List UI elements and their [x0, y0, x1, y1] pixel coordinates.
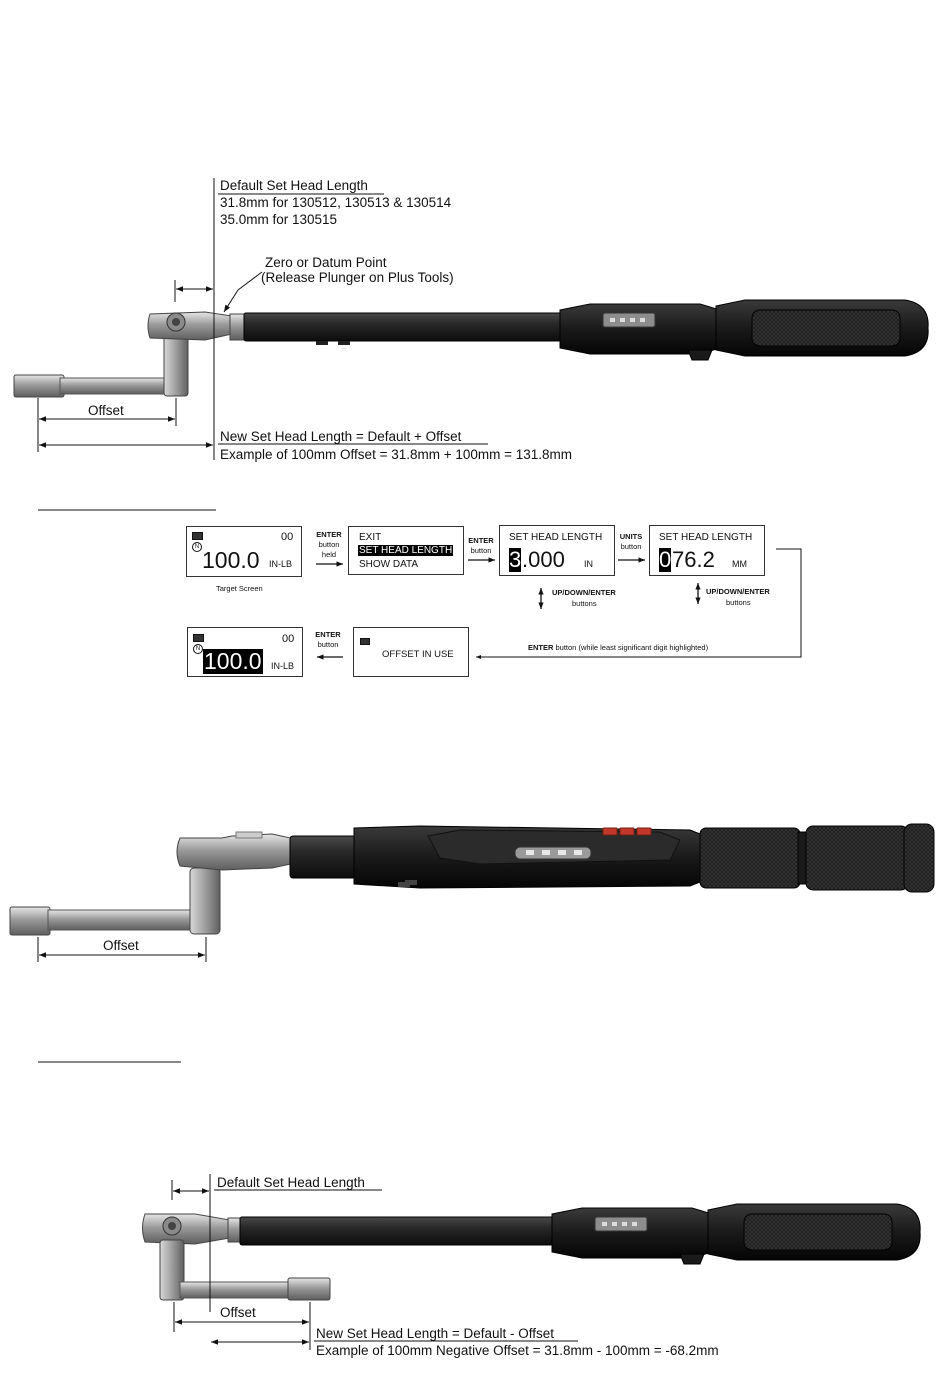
- default-head-length-line1: 31.8mm for 130512, 130513 & 130514: [220, 195, 452, 210]
- datum-point-label: Zero or Datum Point: [265, 255, 387, 270]
- arrow4-label-line1: ENTER: [315, 630, 341, 639]
- updown1-label-line2: buttons: [572, 599, 597, 608]
- datum-point-note: (Release Plunger on Plus Tools): [261, 270, 454, 285]
- set-in-highlighted-digit: 3: [509, 547, 522, 572]
- set-mm-value: 76.2: [672, 547, 715, 572]
- target-code: 00: [281, 531, 294, 543]
- arrow1-label-line2: button: [318, 540, 340, 549]
- bottom-new-head-length-formula: New Set Head Length = Default - Offset: [316, 1326, 555, 1341]
- set-in-unit: IN: [584, 559, 593, 569]
- offset-in-use-text: OFFSET IN USE: [382, 649, 454, 660]
- middle-dimension-lines: [38, 937, 206, 1062]
- top-wrench-illustration: [14, 300, 928, 397]
- result-screen: [187, 627, 303, 677]
- bottom-new-head-length-example: Example of 100mm Negative Offset = 31.8mm - 100mm = -68.2mm: [316, 1343, 719, 1358]
- arrow2-label-line2: button: [470, 546, 492, 555]
- set-head-length-in-screen: [499, 525, 615, 576]
- set-mm-unit: MM: [732, 559, 747, 569]
- bottom-offset-label: Offset: [220, 1305, 256, 1320]
- arrow2-label-line1: ENTER: [468, 536, 494, 545]
- arrow1-label-line3: held: [321, 550, 337, 559]
- target-value: 100.0: [202, 547, 260, 573]
- new-head-length-example: Example of 100mm Offset = 31.8mm + 100mm = 131.8mm: [220, 447, 573, 462]
- arrow3-label-line2: button: [620, 542, 642, 551]
- set-in-value: .000: [522, 547, 565, 572]
- middle-wrench-illustration: [10, 824, 934, 935]
- set-in-title: SET HEAD LENGTH: [509, 532, 603, 543]
- top-offset-label: Offset: [88, 403, 124, 418]
- bottom-dimension-lines: [172, 1174, 578, 1350]
- updown2-label-line2: buttons: [726, 598, 751, 607]
- result-value: 100.0: [204, 648, 262, 674]
- enter-note-bold: ENTER: [528, 643, 554, 652]
- updown1-label-line1: UP/DOWN/ENTER: [552, 588, 616, 597]
- torque-mode-icon: N: [193, 644, 203, 654]
- result-unit: IN-LB: [271, 661, 295, 671]
- bottom-wrench-illustration: [143, 1204, 921, 1300]
- bottom-default-head-length-title: Default Set Head Length: [217, 1175, 365, 1190]
- result-code: 00: [282, 633, 295, 645]
- menu-screen: [348, 526, 464, 575]
- battery-icon: [360, 638, 370, 645]
- menu-item-show-data: SHOW DATA: [359, 559, 419, 570]
- set-mm-highlighted-digit: 0: [659, 547, 672, 572]
- new-head-length-formula: New Set Head Length = Default + Offset: [220, 429, 462, 444]
- battery-icon: [192, 532, 203, 540]
- menu-item-exit: EXIT: [359, 532, 382, 543]
- menu-item-set-head-length: SET HEAD LENGTH: [359, 545, 453, 556]
- torque-mode-icon: N: [192, 542, 202, 552]
- target-unit: IN-LB: [269, 559, 293, 569]
- enter-least-significant-note: [528, 643, 708, 652]
- set-head-length-mm-screen: [649, 525, 765, 576]
- battery-icon: [193, 634, 204, 642]
- target-screen-caption: Target Screen: [216, 584, 263, 593]
- default-head-length-title: Default Set Head Length: [220, 178, 368, 193]
- arrow4-label-line2: button: [317, 640, 339, 649]
- enter-note-text: button (while least significant digit highlighted): [553, 643, 709, 652]
- arrow3-label-line1: UNITS: [619, 532, 643, 541]
- target-screen: [186, 526, 302, 577]
- middle-offset-label: Offset: [103, 938, 139, 953]
- offset-in-use-screen: [353, 627, 469, 677]
- set-mm-title: SET HEAD LENGTH: [659, 532, 753, 543]
- updown2-label-line1: UP/DOWN/ENTER: [706, 587, 770, 596]
- arrow1-label-line1: ENTER: [316, 530, 342, 539]
- default-head-length-line2: 35.0mm for 130515: [220, 212, 338, 227]
